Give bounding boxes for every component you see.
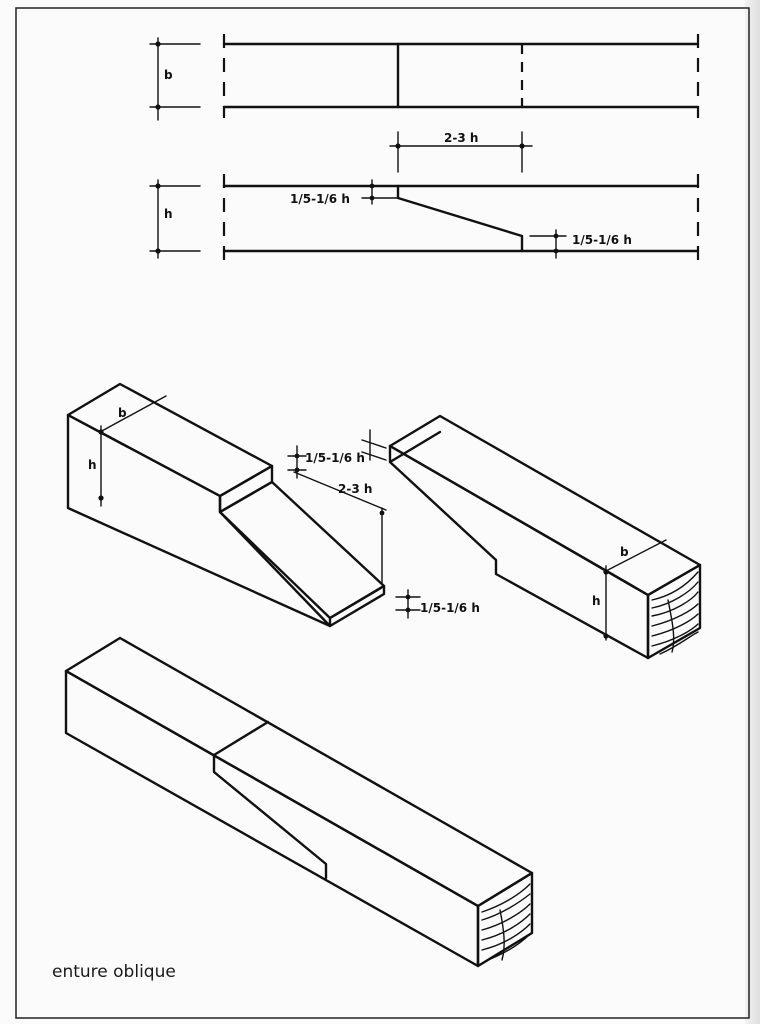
dim-b-left: b: [118, 406, 127, 420]
length-dimension: [390, 131, 532, 172]
dim-step-left-iso: 1/5-1/6 h: [305, 451, 365, 465]
dim-h-left: h: [88, 458, 97, 472]
dim-h-right: h: [592, 594, 601, 608]
dim-step-lower-iso: 1/5-1/6 h: [420, 601, 480, 615]
dim-b-right: b: [620, 545, 629, 559]
dim-b-plan: b: [164, 68, 173, 82]
right-scarf-piece: [362, 416, 700, 658]
dim-step-right: 1/5-1/6 h: [572, 233, 632, 247]
figure-caption: enture oblique: [52, 962, 176, 982]
assembled-beam: [66, 638, 532, 966]
dim-h-elevation: h: [164, 207, 173, 221]
left-scarf-piece: [68, 384, 480, 626]
dim-step-left: 1/5-1/6 h: [290, 192, 350, 206]
plan-view: [150, 34, 698, 120]
dim-length-left-iso: 2-3 h: [338, 482, 373, 496]
dim-length-top: 2-3 h: [444, 131, 479, 145]
elevation-view: [150, 174, 698, 264]
